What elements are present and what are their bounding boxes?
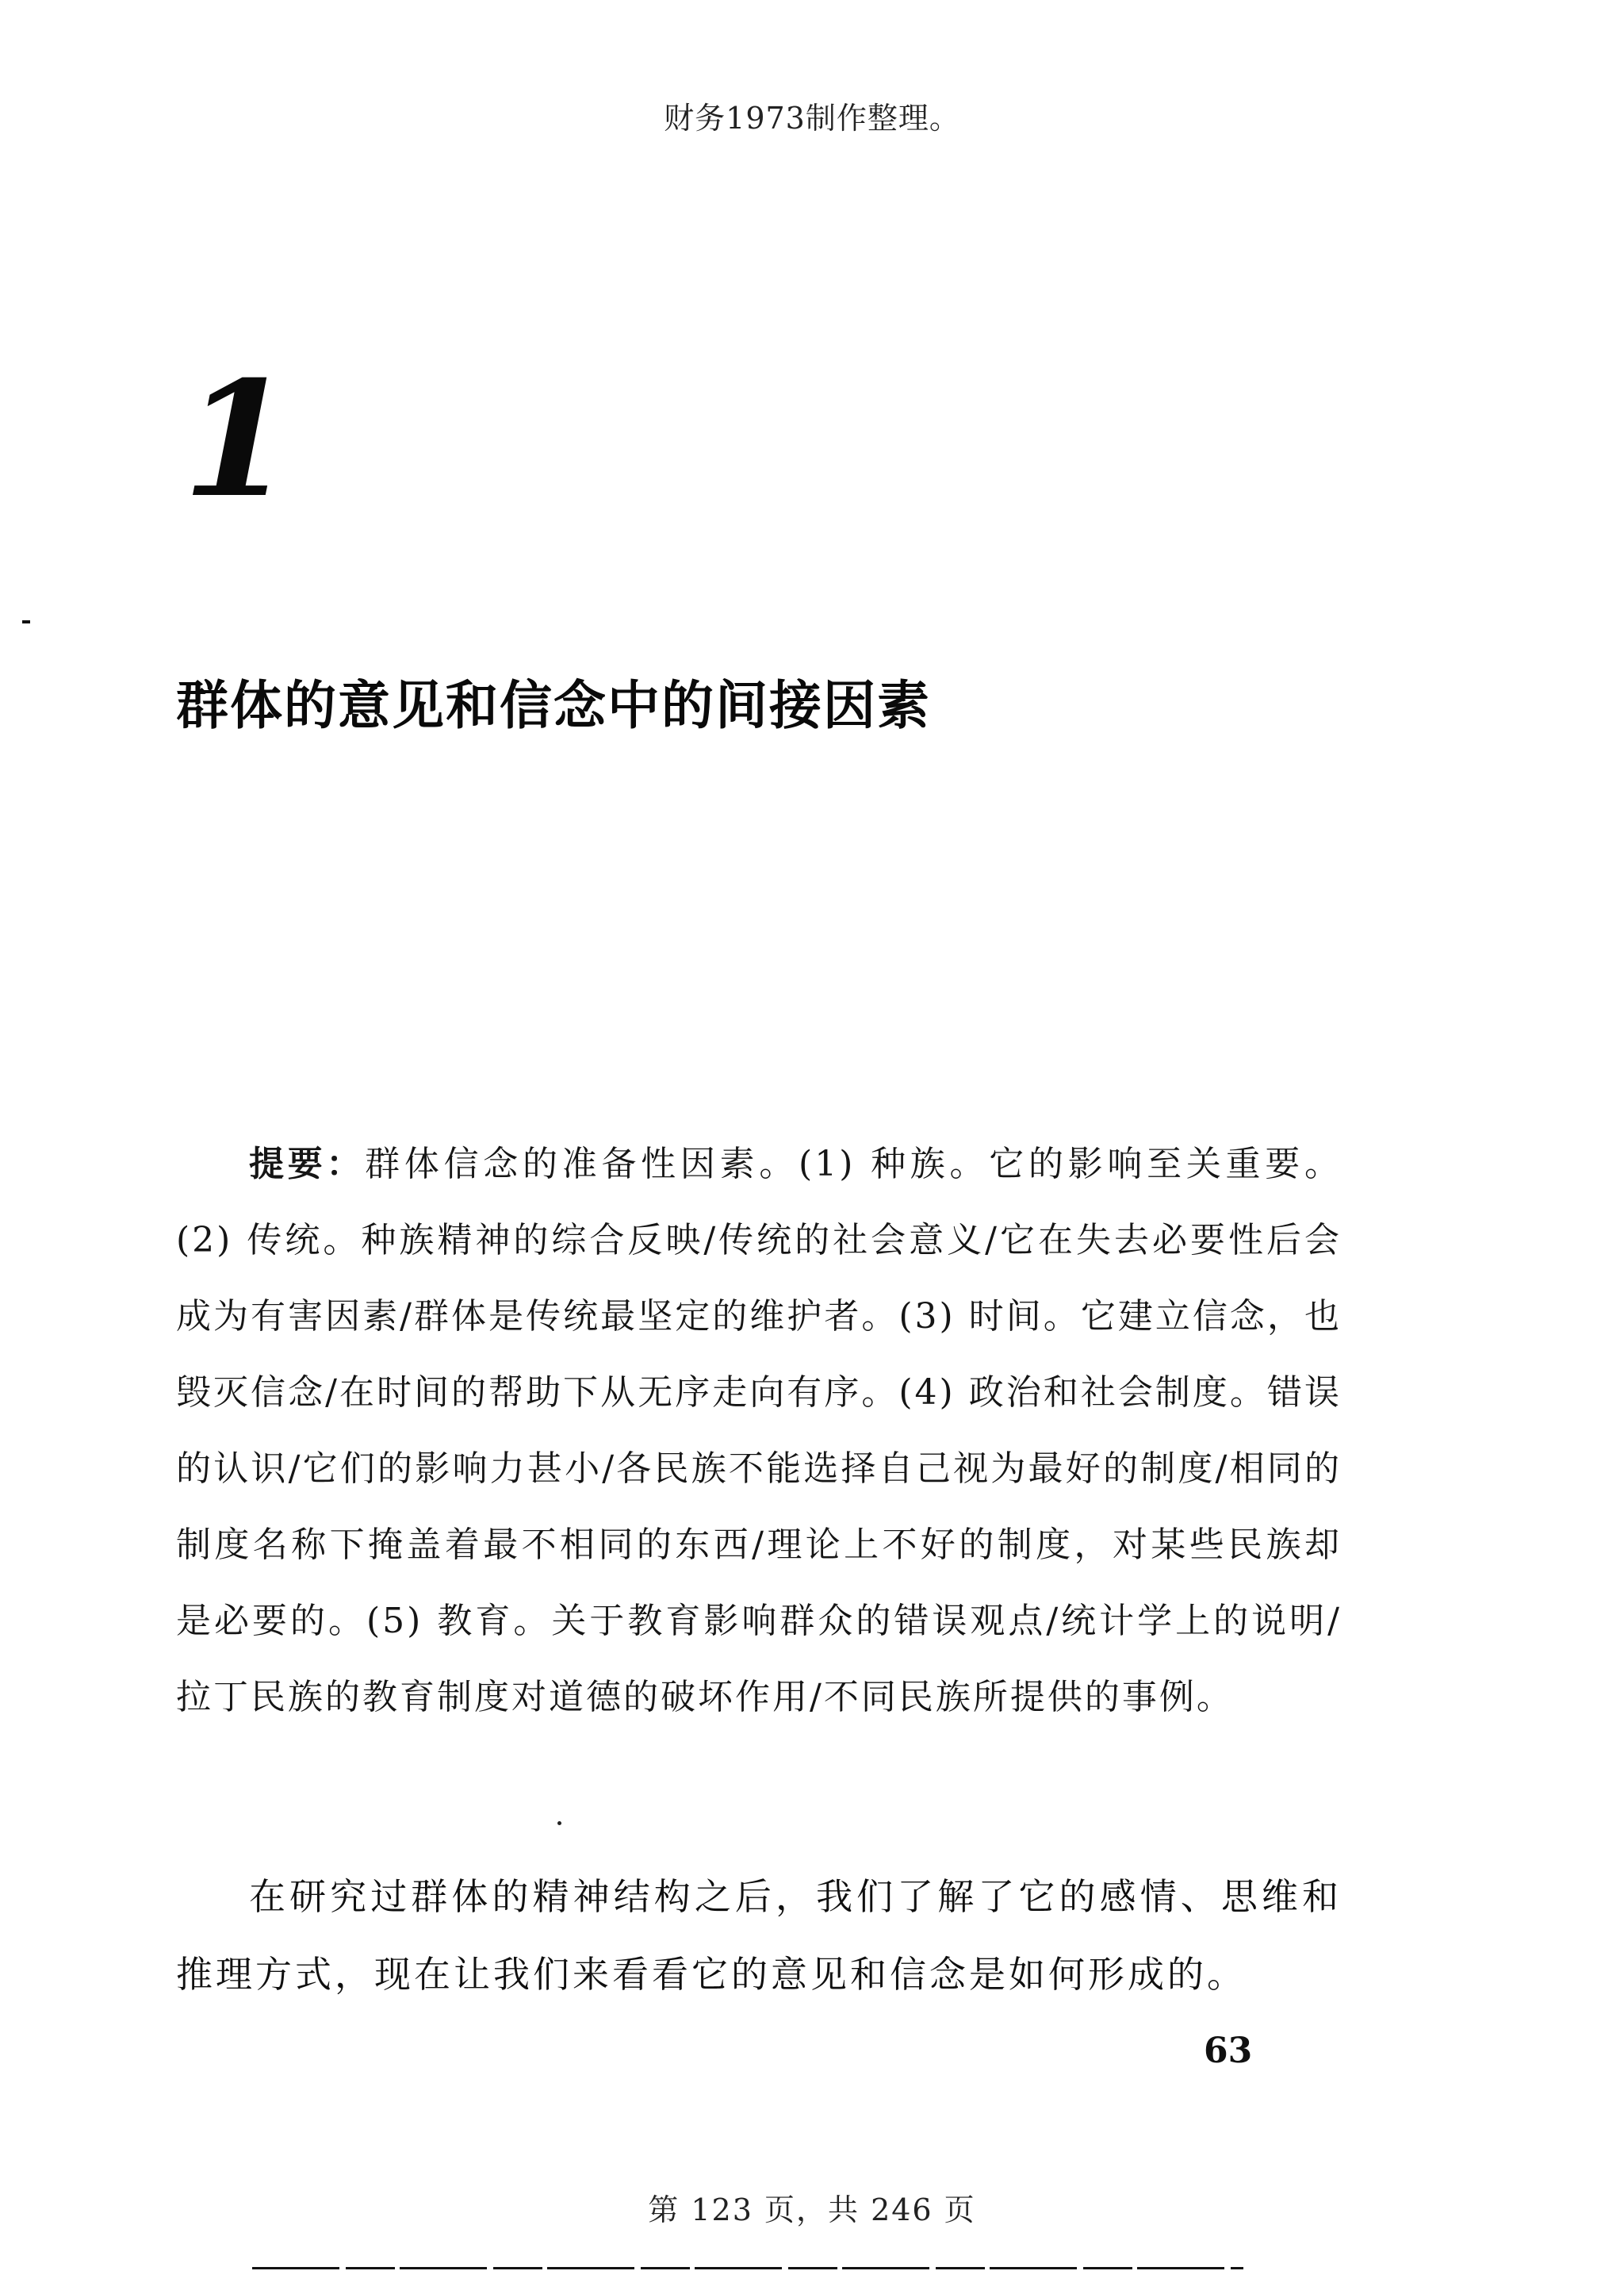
chapter-number: 1 bbox=[182, 347, 293, 533]
bottom-rule bbox=[252, 2267, 1243, 2269]
header-note: 财务1973制作整理。 bbox=[664, 101, 960, 136]
dot-mark bbox=[557, 1821, 561, 1825]
summary-label: 提要： bbox=[249, 1144, 366, 1184]
summary-paragraph bbox=[176, 1126, 1342, 1736]
body-paragraph: 在研究过群体的精神结构之后，我们了解了它的感情、思维和推理方式，现在让我们来看看它的意见和信念是如何形成的。 bbox=[176, 1875, 1342, 1996]
footer-pagination: 第 123 页，共 246 页 bbox=[648, 2192, 976, 2227]
margin-tick bbox=[22, 620, 30, 623]
summary-text: 群体信念的准备性因素。(1) 种族。它的影响至关重要。(2) 传统。种族精神的综合反映/传统的社会意义/它在失去必要性后会成为有害因素/群体是传统最坚定的维护者。(3) 时间。它建立信念，也毁灭信念/在时间的帮助下从无序走向有序。(4) 政治和社会制度。错误的认识/它们的影响力甚小/各民族不能选择自己视为最好的制度/相同的制度名称下掩盖着最不相同的东西/理论上不好的制度，对某些民族却是必要的。(5) 教育。关于教育影响群众的错误观点/统计学上的说明/拉丁民族的教育制度对道德的破坏作用/不同民族所提供的事例。 bbox=[176, 1144, 1342, 1717]
chapter-title: 群体的意见和信念中的间接因素 bbox=[176, 674, 931, 736]
page-number: 63 bbox=[1204, 2031, 1253, 2071]
